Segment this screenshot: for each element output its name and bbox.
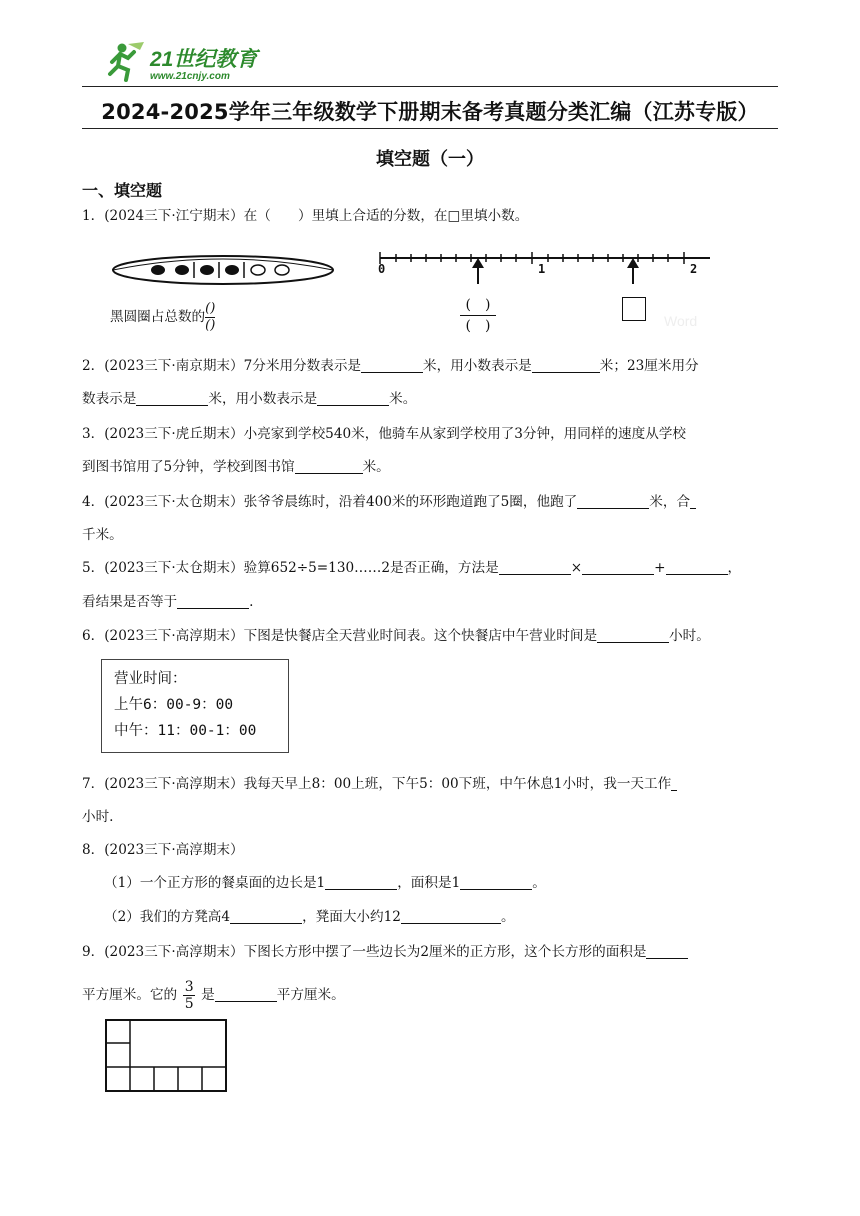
q9-fraction: $\frac{3}{5}$ [184, 979, 194, 1012]
q1-number-line [374, 244, 714, 294]
q1-decimal-box [622, 297, 646, 321]
question-9-line-2: 平方厘米。它的 $\frac{3}{5}$ 是 平方厘米。 [82, 979, 345, 1012]
hours-title: 营业时间： [114, 671, 187, 687]
q1-numberline-fraction [460, 296, 496, 335]
logo [104, 40, 284, 84]
q1-caption [110, 302, 215, 333]
section-heading: 一、填空题 [82, 181, 163, 200]
runner-logo-icon [104, 40, 284, 84]
header-rule-bottom [82, 128, 778, 129]
answer-blank[interactable] [401, 908, 501, 924]
answer-blank[interactable] [671, 775, 677, 791]
question-2-line-2: 数表示是 米，用小数表示是 米。 [82, 391, 417, 407]
svg-text:21世纪教育: 21世纪教育 [150, 48, 258, 71]
question-3-line-2: 到图书馆用了5分钟，学校到图书馆 米。 [82, 459, 390, 475]
watermark: Word [664, 313, 698, 329]
answer-blank[interactable] [666, 559, 728, 575]
answer-blank[interactable] [646, 943, 688, 959]
question-3-line-1: 3．(2023三下·虎丘期末）小亮家到学校540米，他骑车从家到学校用了3分钟，用同样的速度从学校 [82, 426, 687, 442]
answer-blank[interactable] [532, 357, 600, 373]
question-7-line-1: 7．(2023三下·高淳期末）我每天早上8：00上班，下午5：00下班，中午休息1小时，我一天工作 [82, 774, 778, 794]
answer-blank[interactable] [215, 986, 277, 1002]
q1-nl-fraction-denominator: ( ) [465, 318, 491, 334]
q1-fraction-denominator: () [205, 318, 216, 333]
answer-blank[interactable] [690, 493, 696, 509]
tick-label-2: 2 [690, 262, 698, 276]
answer-blank[interactable] [361, 357, 423, 373]
answer-blank[interactable] [582, 559, 654, 575]
svg-text:www.21cnjy.com: www.21cnjy.com [150, 71, 230, 82]
question-8-part-1: （1）一个正方形的餐桌面的边长是1 ，面积是1 。 [104, 875, 546, 891]
answer-blank[interactable] [230, 908, 302, 924]
document-title: 2024-2025学年三年级数学下册期末备考真题分类汇编（江苏专版） [101, 100, 759, 124]
answer-blank[interactable] [577, 493, 649, 509]
q1-oval-figure [110, 250, 340, 294]
q1-nl-fraction-numerator: ( ) [465, 297, 491, 313]
answer-blank[interactable] [317, 390, 389, 406]
q1-caption-fraction [205, 302, 215, 333]
question-4-line-1: 4．(2023三下·太仓期末）张爷爷晨练时，沿着400米的环形跑道跑了5圈，他跑了 米，合 [82, 492, 778, 512]
answer-blank[interactable] [295, 458, 363, 474]
page-subtitle: 填空题（一） [376, 149, 484, 170]
answer-blank[interactable] [499, 559, 571, 575]
q9-rectangle-figure [105, 1019, 229, 1097]
question-4-line-2: 千米。 [82, 527, 123, 543]
answer-blank[interactable] [177, 593, 249, 609]
hours-morning: 上午6：00-9：00 [114, 697, 234, 713]
header-rule-top [82, 86, 778, 87]
business-hours-box [101, 659, 289, 753]
question-5-line-2: 看结果是否等于 . [82, 594, 254, 610]
question-7-line-2: 小时. [82, 809, 114, 825]
hours-noon: 中午：11：00-1：00 [114, 723, 257, 739]
question-8-heading: 8．(2023三下·高淳期末） [82, 842, 244, 858]
question-2-line-1: 2．(2023三下·南京期末）7分米用分数表示是 米，用小数表示是 米；23厘米用分 [82, 358, 699, 374]
answer-blank[interactable] [325, 874, 397, 890]
answer-blank[interactable] [136, 390, 208, 406]
tick-label-0: 0 [378, 262, 386, 276]
tick-label-1: 1 [538, 262, 546, 276]
answer-blank[interactable] [597, 627, 669, 643]
answer-blank[interactable] [460, 874, 532, 890]
question-9-line-1: 9．(2023三下·高淳期末）下图长方形中摆了一些边长为2厘米的正方形，这个长方形的面积是 [82, 942, 778, 962]
question-6-line-1: 6．(2023三下·高淳期末）下图是快餐店全天营业时间表。这个快餐店中午营业时间是 小时。 [82, 628, 710, 644]
question-1-text: 1．(2024三下·江宁期末）在（ ）里填上合适的分数，在□里填小数。 [82, 208, 529, 224]
question-8-part-2: （2）我们的方凳高4 ，凳面大小约12 。 [104, 909, 515, 925]
question-5-line-1: 5．(2023三下·太仓期末）验算652÷5=130……2是否正确，方法是 × + ， [82, 560, 742, 576]
q1-fraction-numerator: () [205, 301, 216, 316]
q1-caption-text: 黑圆圈占总数的 [110, 309, 206, 325]
